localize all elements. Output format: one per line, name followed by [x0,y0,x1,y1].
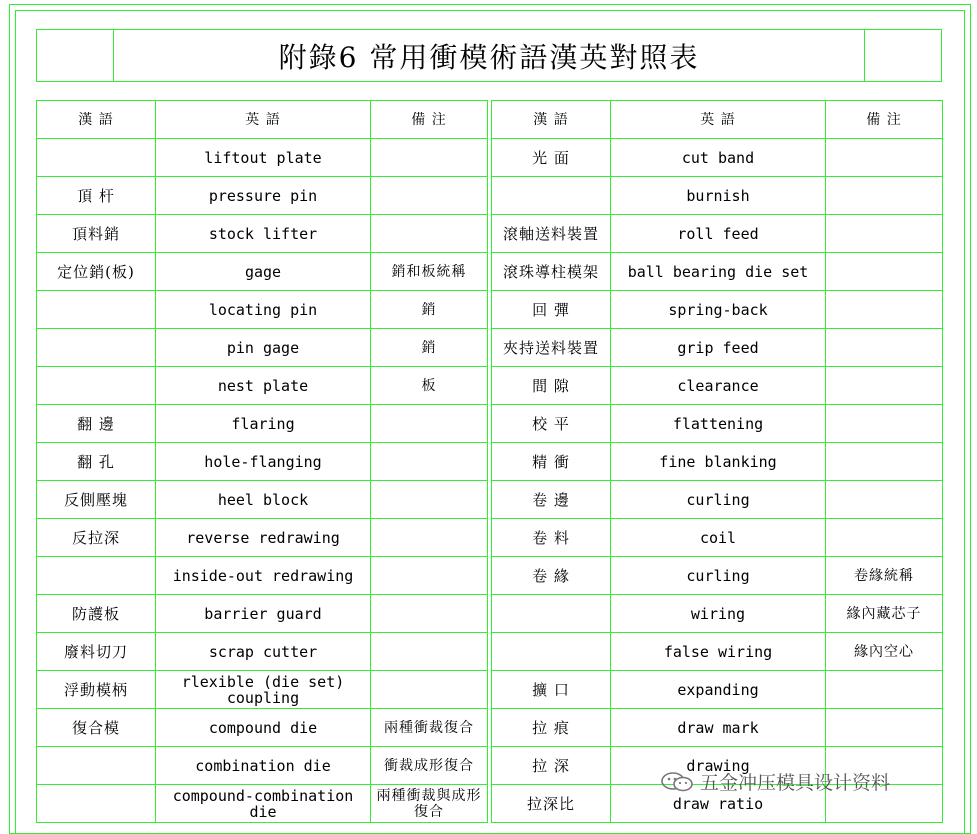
table-row [37,215,488,253]
table-row [492,215,943,253]
term-en: draw mark [611,709,826,747]
table-row [37,633,488,671]
watermark [660,768,890,795]
term-en: reverse redrawing [156,519,371,557]
term-cn: 卷 料 [492,519,611,557]
term-en: nest plate [156,367,371,405]
term-note [371,481,488,519]
table-row [492,443,943,481]
term-en: stock lifter [156,215,371,253]
table-row [37,747,488,785]
term-cn [492,177,611,215]
term-note [371,215,488,253]
term-cn: 反側壓塊 [37,481,156,519]
term-en: flattening [611,405,826,443]
term-note [371,405,488,443]
term-cn: 廢料切刀 [37,633,156,671]
term-en: hole-flanging [156,443,371,481]
table-row [492,481,943,519]
term-cn: 卷 邊 [492,481,611,519]
term-en: fine blanking [611,443,826,481]
term-cn: 翻 邊 [37,405,156,443]
term-en: compound die [156,709,371,747]
table-row [492,291,943,329]
term-en: inside-out redrawing [156,557,371,595]
header-en: 英 語 [611,101,826,139]
table-row [37,595,488,633]
term-en: spring-back [611,291,826,329]
term-en: coil [611,519,826,557]
table-row [37,519,488,557]
term-en: pressure pin [156,177,371,215]
term-cn: 浮動模柄 [37,671,156,709]
term-cn: 翻 孔 [37,443,156,481]
term-cn: 回 彈 [492,291,611,329]
term-cn [37,747,156,785]
term-note [826,481,943,519]
title-divider-left [113,30,114,81]
term-cn: 頂 杆 [37,177,156,215]
term-note: 緣內空心 [826,633,943,671]
term-en: curling [611,481,826,519]
term-note: 卷緣統稱 [826,557,943,595]
term-cn: 拉深比 [492,785,611,823]
term-note [826,215,943,253]
term-note: 銷和板統稱 [371,253,488,291]
term-en: locating pin [156,291,371,329]
table-row [37,329,488,367]
term-note: 板 [371,367,488,405]
table-row [37,139,488,177]
term-note [826,139,943,177]
term-cn: 夾持送料裝置 [492,329,611,367]
table-row [37,785,488,823]
table-row [492,405,943,443]
term-note [371,595,488,633]
term-note: 兩種衝裁復合 [371,709,488,747]
table-row [492,177,943,215]
table-row [37,177,488,215]
term-cn [37,785,156,823]
term-note [826,405,943,443]
term-en: curling [611,557,826,595]
term-en: wiring [611,595,826,633]
header-cn: 漢 語 [492,101,611,139]
term-en: draw ratio [611,785,826,823]
term-cn [37,291,156,329]
term-en: drawing [611,747,826,785]
right-glossary-table [491,100,943,823]
term-note [826,367,943,405]
term-cn [492,633,611,671]
table-row [492,139,943,177]
table-row [492,709,943,747]
table-row [492,633,943,671]
header-row [37,101,488,139]
term-cn: 精 衝 [492,443,611,481]
term-cn: 反拉深 [37,519,156,557]
term-note [826,329,943,367]
term-cn [492,595,611,633]
term-note [826,253,943,291]
table-row [492,519,943,557]
header-cn: 漢 語 [37,101,156,139]
term-cn: 復合模 [37,709,156,747]
term-note [826,443,943,481]
term-en: burnish [611,177,826,215]
term-cn: 滾軸送料裝置 [492,215,611,253]
term-note [371,443,488,481]
table-row [37,443,488,481]
term-en: expanding [611,671,826,709]
term-en: rlexible (die set) coupling [156,671,371,709]
term-note [371,177,488,215]
term-en: roll feed [611,215,826,253]
term-note [371,139,488,177]
term-note [826,177,943,215]
header-note: 備 注 [371,101,488,139]
term-en: liftout plate [156,139,371,177]
term-cn: 校 平 [492,405,611,443]
term-en: flaring [156,405,371,443]
title-divider-right [864,30,865,81]
term-note [826,519,943,557]
term-cn: 防護板 [37,595,156,633]
term-en: cut band [611,139,826,177]
term-note [371,519,488,557]
term-note [826,709,943,747]
title-box [36,29,942,82]
table-row [37,557,488,595]
table-row [37,367,488,405]
term-cn: 間 隙 [492,367,611,405]
term-note [826,671,943,709]
term-en: scrap cutter [156,633,371,671]
term-en: grip feed [611,329,826,367]
table-row [37,253,488,291]
table-row [492,253,943,291]
term-en: combination die [156,747,371,785]
term-cn: 滾珠導柱模架 [492,253,611,291]
term-cn: 拉 深 [492,747,611,785]
term-en: gage [156,253,371,291]
term-note: 緣內藏芯子 [826,595,943,633]
term-cn: 頂料銷 [37,215,156,253]
table-row [37,671,488,709]
term-cn: 卷 緣 [492,557,611,595]
table-row [37,709,488,747]
term-cn: 擴 口 [492,671,611,709]
term-en: compound-combination die [156,785,371,823]
watermark-text: 五金冲压模具设计资料 [700,772,891,794]
wechat-icon [660,771,694,793]
term-note: 兩種衝裁與成形復合 [371,785,488,823]
term-en: heel block [156,481,371,519]
term-cn [37,367,156,405]
term-note [371,671,488,709]
term-cn [37,329,156,367]
table-row [37,405,488,443]
left-glossary-table [36,100,488,823]
term-cn: 拉 痕 [492,709,611,747]
header-row [492,101,943,139]
term-note [371,557,488,595]
table-row [492,557,943,595]
term-note: 銷 [371,329,488,367]
table-row [492,367,943,405]
table-row [492,329,943,367]
table-row [492,671,943,709]
table-row [37,481,488,519]
term-en: pin gage [156,329,371,367]
header-note: 備 注 [826,101,943,139]
table-row [492,595,943,633]
header-en: 英 語 [156,101,371,139]
term-cn: 光 面 [492,139,611,177]
term-en: ball bearing die set [611,253,826,291]
term-cn [37,139,156,177]
term-en: barrier guard [156,595,371,633]
term-en: false wiring [611,633,826,671]
term-en: clearance [611,367,826,405]
term-note [371,633,488,671]
term-note: 衝裁成形復合 [371,747,488,785]
term-cn [37,557,156,595]
table-row [37,291,488,329]
term-cn: 定位銷(板) [37,253,156,291]
page-title: 附錄6 常用衝模術語漢英對照表 [278,40,700,74]
term-note: 銷 [371,291,488,329]
term-note [826,291,943,329]
